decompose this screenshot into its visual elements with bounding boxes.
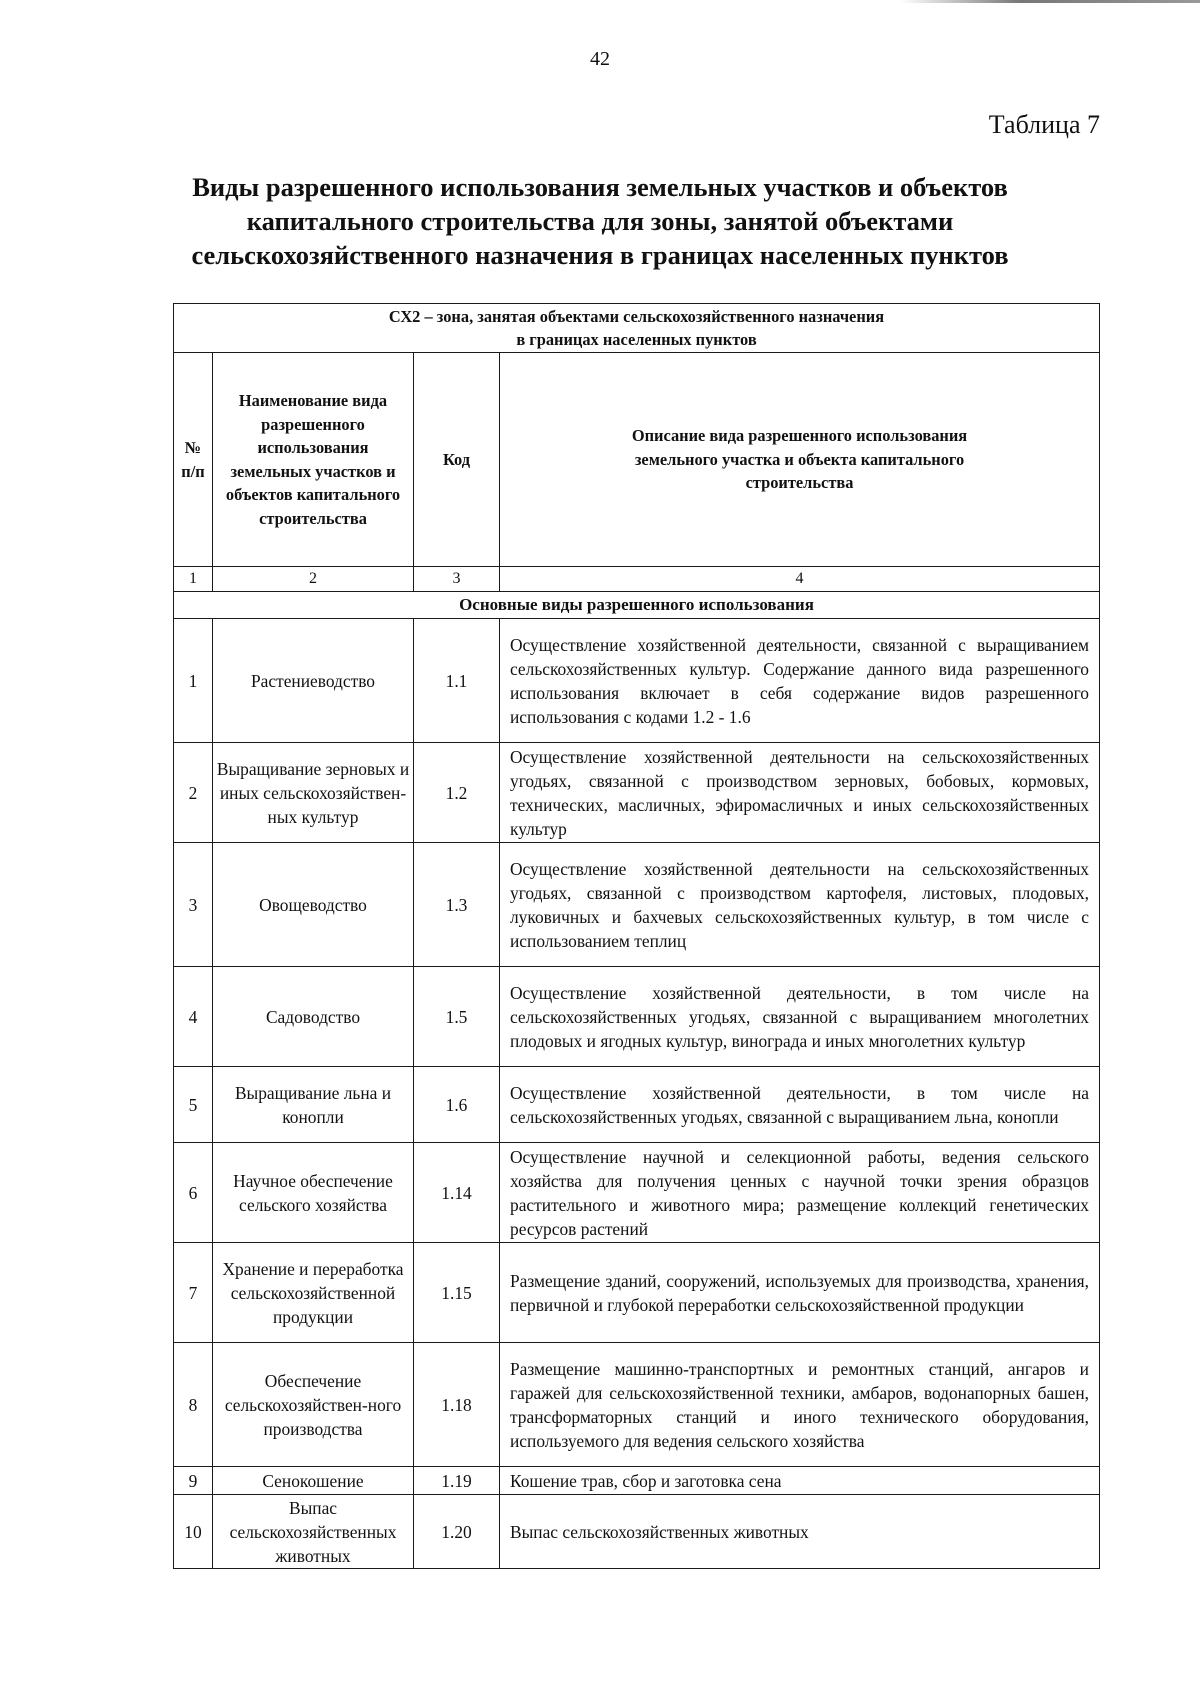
use-code: 1.3 [414,843,500,967]
row-number: 10 [174,1495,213,1569]
use-code: 1.6 [414,1067,500,1143]
table-row [174,619,1100,743]
table-row [174,1067,1100,1143]
table-row [174,1495,1100,1569]
use-description: Размещение машинно-транспортных и ремонтных станций, ангаров и гаражей для сельскохозяйственной техники, амбаров, водонапорных башен, трансформаторных станций и иного технического оборудования, используемого для ведения сельского хозяйства [500,1343,1100,1467]
use-code: 1.19 [414,1467,500,1495]
column-header-row [174,353,1100,567]
use-description: Выпас сельскохозяйственных животных [500,1495,1100,1569]
land-use-table [173,303,1100,1569]
table-row [174,843,1100,967]
scan-edge-artifact [900,0,1200,3]
table-row [174,967,1100,1067]
column-number: 2 [213,567,414,592]
table-label: Таблица 7 [988,110,1100,139]
section-title: Основные виды разрешенного использования [174,592,1100,619]
row-number: 1 [174,619,213,743]
use-code: 1.20 [414,1495,500,1569]
table-row [174,743,1100,843]
row-number: 7 [174,1243,213,1343]
use-name: Растениеводство [213,619,414,743]
use-code: 1.15 [414,1243,500,1343]
zone-header [174,304,1100,353]
use-name: Сенокошение [213,1467,414,1495]
table-row [174,1467,1100,1495]
row-number: 8 [174,1343,213,1467]
column-number-row [174,567,1100,592]
use-name: Выращивание льна и конопли [213,1067,414,1143]
document-title [0,170,1200,272]
row-number: 2 [174,743,213,843]
use-code: 1.14 [414,1143,500,1243]
use-description: Осуществление хозяйственной деятельности, в том числе на сельскохозяйственных угодьях, связанной с выращиванием льна, конопли [500,1067,1100,1143]
table-row [174,1143,1100,1243]
zone-header-line: СХ2 – зона, занятая объектами сельскохозяйственного назначения [388,307,885,326]
column-header-desc: Описание вида разрешенного использования земельного участка и объекта капитального строительства [500,353,1100,567]
use-name: Выпас сельскохозяйственных животных [213,1495,414,1569]
column-header-num: № п/п [174,353,213,567]
use-description: Осуществление хозяйственной деятельности, связанной с выращиванием сельскохозяйственных культур. Содержание данного вида разрешенного использования включает в себя содержание видов разрешенного использования с кодами 1.2 - 1.6 [500,619,1100,743]
use-name: Садоводство [213,967,414,1067]
use-name: Научное обеспечение сельского хозяйства [213,1143,414,1243]
row-number: 5 [174,1067,213,1143]
table-row [174,1243,1100,1343]
row-number: 3 [174,843,213,967]
use-code: 1.5 [414,967,500,1067]
zone-header-line: в границах населенных пунктов [516,330,757,349]
title-line: сельскохозяйственного назначения в границах населенных пунктов [191,240,1009,270]
section-row [174,592,1100,619]
row-number: 6 [174,1143,213,1243]
use-description: Осуществление хозяйственной деятельности, в том числе на сельскохозяйственных угодьях, связанной с выращиванием многолетних плодовых и ягодных культур, винограда и иных многолетних культур [500,967,1100,1067]
column-header-code: Код [414,353,500,567]
use-description: Осуществление хозяйственной деятельности на сельскохозяйственных угодьях, связанной с производством картофеля, листовых, плодовых, луковичных и бахчевых сельскохозяйственных культур, в том числе с использованием теплиц [500,843,1100,967]
row-number: 4 [174,967,213,1067]
row-number: 9 [174,1467,213,1495]
page-number: 42 [590,48,610,70]
use-name: Обеспечение сельскохозяйствен-ного производства [213,1343,414,1467]
use-name: Хранение и переработка сельскохозяйственной продукции [213,1243,414,1343]
use-description: Осуществление хозяйственной деятельности на сельскохозяйственных угодьях, связанной с производством зерновых, бобовых, кормовых, технических, масличных, эфиромасличных и иных сельскохозяйственных культур [500,743,1100,843]
use-code: 1.1 [414,619,500,743]
use-name: Овощеводство [213,843,414,967]
zone-header-row [174,304,1100,353]
column-number: 3 [414,567,500,592]
column-number: 4 [500,567,1100,592]
column-header-name: Наименование вида разрешенного использования земельных участков и объектов капитального строительства [213,353,414,567]
use-description: Кошение трав, сбор и заготовка сена [500,1467,1100,1495]
column-number: 1 [174,567,213,592]
use-code: 1.2 [414,743,500,843]
title-line: капитального строительства для зоны, занятой объектами [246,206,954,236]
use-description: Размещение зданий, сооружений, используемых для производства, хранения, первичной и глубокой переработки сельскохозяйственной продукции [500,1243,1100,1343]
use-code: 1.18 [414,1343,500,1467]
table-row [174,1343,1100,1467]
use-name: Выращивание зерновых и иных сельскохозяйствен-ных культур [213,743,414,843]
title-line: Виды разрешенного использования земельных участков и объектов [192,172,1008,202]
use-description: Осуществление научной и селекционной работы, ведения сельского хозяйства для получения ценных с научной точки зрения образцов растительного и животного мира; размещение коллекций генетических ресурсов растений [500,1143,1100,1243]
